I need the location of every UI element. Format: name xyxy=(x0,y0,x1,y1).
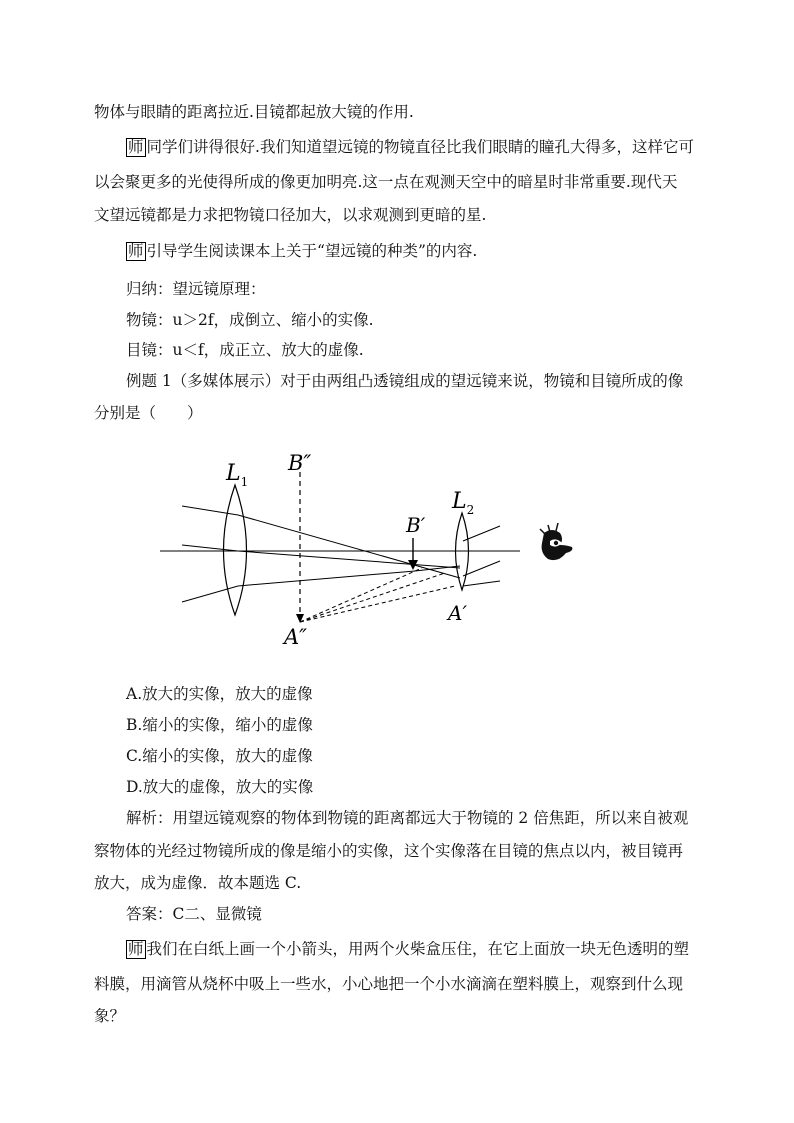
teacher-tag: 师 xyxy=(128,242,144,260)
example-question-line-2: 分别是（ ） xyxy=(94,404,203,422)
answer-line: 答案：C二、显微镜 xyxy=(126,905,262,923)
paragraph-1: 物体与眼睛的距离拉近.目镜都起放大镜的作用. xyxy=(94,103,414,121)
refracted-ray-2 xyxy=(238,551,460,568)
refracted-ray-1 xyxy=(238,515,460,578)
paragraph-3-text: 引导学生阅读课本上关于“望远镜的种类”的内容. xyxy=(146,242,478,260)
paragraph-2-line-3: 文望远镜都是力求把物镜口径加大，以求观测到更暗的星. xyxy=(94,206,487,224)
option-b: B.缩小的实像，缩小的虚像 xyxy=(126,716,313,734)
label-L1: $L_1$ xyxy=(226,461,249,489)
label-B-double-prime: B″ xyxy=(288,451,312,475)
closing-line-1 xyxy=(126,939,689,959)
analysis-line-2: 察物体的光经过物镜所成的像是缩小的实像，这个实像落在目镜的焦点以内，被目镜再 xyxy=(94,842,684,860)
telescope-diagram-svg xyxy=(150,448,610,658)
paragraph-2-line-1 xyxy=(126,137,694,157)
eyepiece-rule: 目镜：u＜f，成正立、放大的虚像. xyxy=(126,341,364,359)
closing-text-1: 我们在白纸上画一个小箭头，用两个火柴盒压住，在它上面放一块无色透明的塑 xyxy=(146,940,690,958)
dashed-extension-1 xyxy=(300,568,422,622)
teacher-tag: 师 xyxy=(128,940,144,958)
incoming-ray-2 xyxy=(182,545,238,551)
label-L2: $L_2$ xyxy=(452,489,475,517)
example-question-line-1: 例题 1（多媒体展示）对于由两组凸透镜组成的望远镜来说，物镜和目镜所成的像 xyxy=(126,372,684,390)
analysis-line-1: 解析：用望远镜观察的物体到物镜的距离都远大于物镜的 2 倍焦距，所以来自被观 xyxy=(126,809,689,827)
paragraph-2-text-1: 同学们讲得很好.我们知道望远镜的物镜直径比我们眼睛的瞳孔大得多，这样它可 xyxy=(146,138,694,156)
label-A-double-prime: A″ xyxy=(284,625,308,649)
paragraph-3 xyxy=(126,241,477,261)
emergent-ray-3 xyxy=(463,581,500,586)
option-c: C.缩小的实像，放大的虚像 xyxy=(126,747,313,765)
emergent-ray-2 xyxy=(463,561,500,576)
option-a: A.放大的实像，放大的虚像 xyxy=(126,685,313,703)
summary-heading: 归纳：望远镜原理： xyxy=(126,280,266,298)
emergent-ray-1 xyxy=(463,526,500,541)
objective-rule: 物镜：u＞2f，成倒立、缩小的实像. xyxy=(126,311,374,329)
label-B-prime: B′ xyxy=(406,513,426,537)
analysis-line-3: 放大，成为虚像．故本题选 C. xyxy=(94,874,302,892)
paragraph-2-line-2: 以会聚更多的光使得所成的像更加明亮.这一点在观测天空中的暗星时非常重要.现代天 xyxy=(94,173,678,191)
eye-icon xyxy=(540,523,572,560)
closing-line-2: 料膜，用滴管从烧杯中吸上一些水，小心地把一个小水滴滴在塑料膜上，观察到什么现 xyxy=(94,975,684,993)
closing-line-3: 象？ xyxy=(94,1007,126,1025)
label-A-prime: A′ xyxy=(448,601,467,625)
dashed-extension-2 xyxy=(300,573,445,622)
refracted-ray-3 xyxy=(238,571,415,586)
option-d: D.放大的虚像，放大的实像 xyxy=(126,778,314,796)
teacher-tag: 师 xyxy=(128,138,144,156)
telescope-diagram xyxy=(150,448,610,658)
dashed-extension-3 xyxy=(300,586,455,622)
incoming-ray-1 xyxy=(182,506,238,515)
